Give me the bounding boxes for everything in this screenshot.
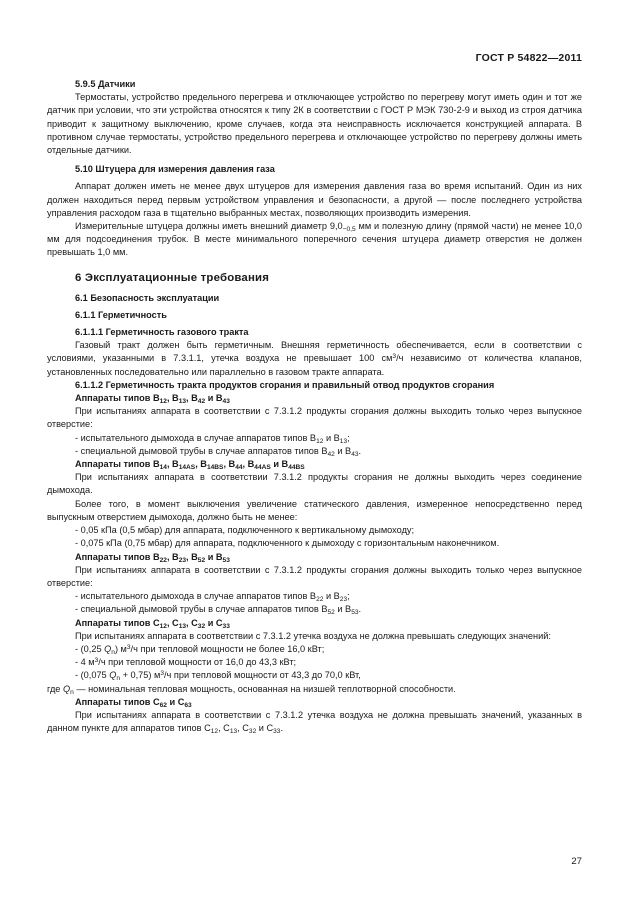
paragraph: Термостаты, устройство предельного перегрева и отключающее устройство по перегреву могут иметь один и тот же датчик при условии, что эти устройства относятся к типу 2К в соответствии с ГОСТ Р МЭК 730-2-9 и выход из строя датчика приводит к защитному выключению, кроме случаев, когда эта неисправность исключается конструкцией аппарата. В противном случае термостаты, устройство предельного перегрева и отключающее устройство по перегреву должны иметь отдельные датчики. — [47, 92, 582, 156]
list-item: - 4 $м^3/ч$ при тепловой мощности от 16,0 до 43,3 кВт; — [75, 657, 297, 668]
paragraph: Газовый тракт должен быть герметичным. Внешняя герметичность обеспечивается, если в соответствии с условиями, указанными в 7.3.1.1, утечка воздуха не превышает 100 $см^3/ч$ независимо от количества клапанов, установленных последовательно или параллельно в газовом тракте аппарата. — [47, 340, 582, 377]
subsection-heading: 6.1 Безопасность эксплуатации — [75, 292, 220, 303]
list-item: - испытательного дымохода в случае аппаратов типов $B_{22}$ и $B_{23}$; — [75, 591, 350, 604]
paragraph: Более того, в момент выключения увеличение статического давления, измеренное непосредственно перед выпускным отверстием дымохода, должно быть не менее: — [47, 498, 582, 522]
list-item: - специальной дымовой трубы в случае аппаратов типов $B_{52}$ и $B_{53}$. — [75, 604, 362, 617]
subsection-heading: 5.9.5 Датчики — [75, 79, 136, 89]
page-number: 27 — [571, 856, 582, 867]
list-item: - (0,25 $Q_n$) $м^3/ч$ при тепловой мощности не более 16,0 кВт; — [75, 643, 325, 656]
document-body — [47, 78, 582, 735]
subsection-heading: Аппараты типов $B_{14}$, $B_{14AS}$, $B_{14BS}$, $B_{44}$, $B_{44AS}$ и $B_{44BS}$ — [75, 459, 305, 472]
paragraph: Аппарат должен иметь не менее двух штуцеров для измерения давления газа во время испытаний. Один из них должен находиться перед первым устройством управления и безопасности, а другой — после последнего устройства управления расходом газа в тщательно выбранных местах, позволяющих производить измерения. — [47, 181, 582, 218]
subsection-heading: Аппараты типов $B_{12}$, $B_{13}$, $B_{42}$ и $B_{43}$ — [75, 393, 230, 406]
paragraph: При испытаниях аппарата в соответствии 7.3.1.2 продукты сгорания не должны выходить через соединение дымохода. — [47, 472, 582, 496]
paragraph: где $Q_n$ — номинальная тепловая мощность, основанная на низшей теплотворной способности. — [47, 683, 456, 696]
subsection-heading: 6.1.1 Герметичность — [75, 309, 167, 320]
paragraph: При испытаниях аппарата в соответствии с 7.3.1.2 продукты сгорания должны выходить только через выпускное отверстие: — [47, 406, 582, 430]
list-item: - 0,05 кПа (0,5 мбар) для аппарата, подключенного к вертикальному дымоходу; — [75, 525, 415, 536]
spacer — [47, 260, 582, 266]
subsection-heading: Аппараты типов $B_{22}$, $B_{23}$, $B_{52}$ и $B_{53}$ — [75, 551, 230, 564]
document-header: ГОСТ Р 54822—2011 — [475, 52, 582, 64]
section-heading: 6 Эксплуатационные требования — [75, 271, 270, 284]
subsection-heading: 6.1.1.2 Герметичность тракта продуктов сгорания и правильный отвод продуктов сгорания — [75, 379, 495, 390]
paragraph: Измерительные штуцера должны иметь внешний диаметр $9,0_{-0,5}$ мм и полезную длину (прямой части) не менее 10,0 мм для подсоединения трубок. В месте минимального поперечного сечения штуцера диаметр отверстия не должен превышать 1,0 мм. — [47, 221, 582, 258]
paragraph: При испытаниях аппарата в соответствии с 7.3.1.2 утечка воздуха не должна превышать значений, указанных в данном пункте для аппаратов типов $C_{12}$, $C_{13}$, $C_{32}$ и $C_{33}$. — [47, 709, 582, 736]
paragraph: При испытаниях аппарата в соответствии с 7.3.1.2 утечка воздуха не должна превышать следующих значений: — [75, 630, 551, 641]
list-item: - испытательного дымохода в случае аппаратов типов $B_{12}$ и $B_{13}$; — [75, 432, 350, 445]
subsection-heading: Аппараты типов $C_{62}$ и $C_{63}$ — [75, 696, 192, 709]
list-item: - специальной дымовой трубы в случае аппаратов типов $B_{42}$ и $B_{43}$. — [75, 445, 362, 458]
list-item: - (0,075 $Q_n + 0,75$) $м^3/ч$ при тепловой мощности от 43,3 до 70,0 кВт, — [75, 670, 361, 683]
list-item: - 0,075 кПа (0,75 мбар) для аппарата, подключенного к дымоходу с горизонтальным наконечником. — [75, 538, 500, 549]
subsection-heading: 6.1.1.1 Герметичность газового тракта — [75, 327, 249, 338]
subsection-heading: 5.10 Штуцера для измерения давления газа — [75, 164, 275, 175]
subsection-heading: Аппараты типов $C_{12}$, $C_{13}$, $C_{32}$ и $C_{33}$ — [75, 617, 230, 630]
paragraph: При испытаниях аппарата в соответствии с 7.3.1.2 продукты сгорания должны выходить только через выпускное отверстие: — [47, 564, 582, 588]
